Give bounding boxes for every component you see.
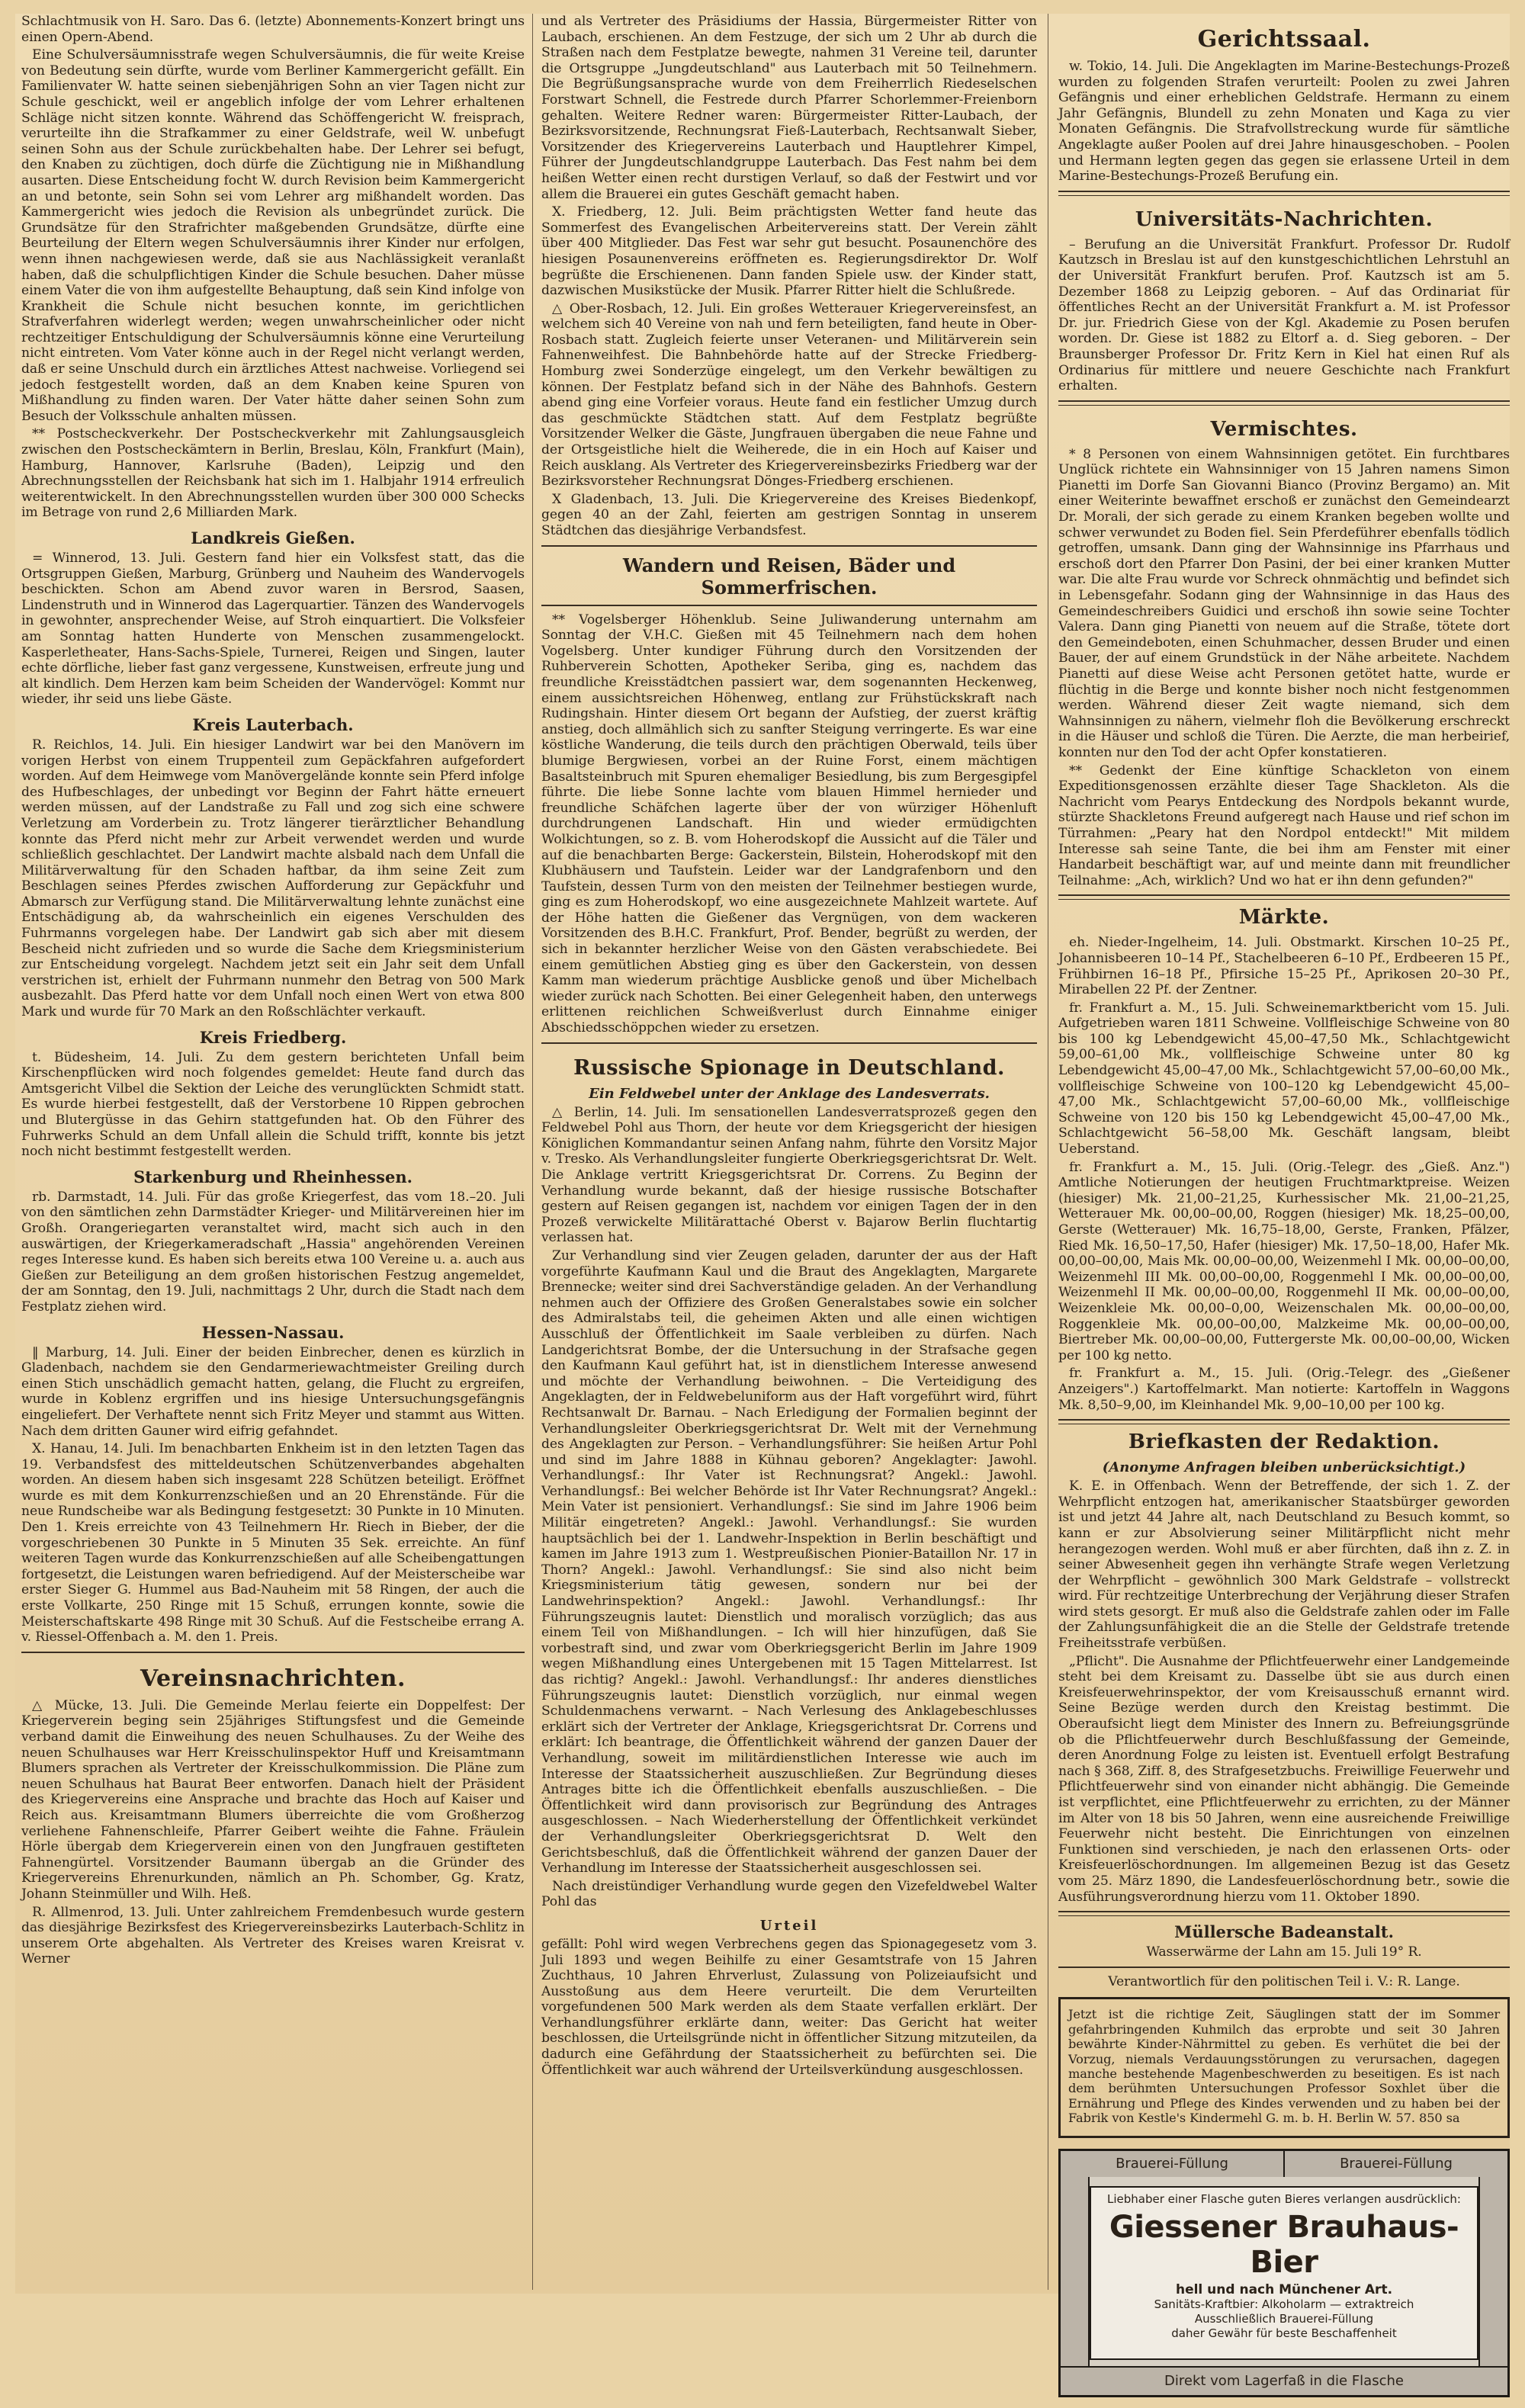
ad-bottom-banner: Direkt vom Lagerfaß in die Flasche [1061, 2366, 1507, 2395]
article-paragraph: X Gladenbach, 13. Juli. Die Kriegervereine des Kreises Biedenkopf, gegen 40 an der Zahl, feierten am gestrigen Sonntag in unserem Städtchen das diesjährige Verbandsfest. [541, 491, 1037, 538]
divider [541, 605, 1037, 606]
ad-text: Jetzt ist die richtige Zeit, Säuglingen statt der im Sommer gefahrbringenden Kuhmilch das erprobte und seit 30 Jahren bewährte Kinder-Nährmittel zu geben. Es verhütet die bei der Vorzug, niemals Verdauungsstörungen zu verursachen, dagegen manche bestehende Magenbeschwerden zu beseitigen. Es ist nach dem berühmten Untersuchungen Professor Soxhlet über die Ernährung und Pflege des Kindes verwenden und zu haben bei der Fabrik von Kestle's Kindermehl G. m. b. H. Berlin W. 57. 850 sa [1068, 2007, 1500, 2126]
responsible-editor: Verantwortlich für den politischen Teil i. V.: R. Lange. [1108, 1973, 1460, 1989]
section-heading: Kreis Lauterbach. [192, 714, 354, 734]
article-paragraph: „Pflicht". Die Ausnahme der Pflichtfeuerwehr einer Landgemeinde steht bei dem Kreisamt zu. Dasselbe übt sie aus durch einen Kreisfeuerwehrinspektor, der vom Kreisausschuß ernannt wird. Seine Bezüge werden durch den Kreistag bestimmt. Die Oberaufsicht liegt dem Minister des Innern zu. Befreiungsgründe ob die Pflichtfeuerwehr durch Beschlußfassung der Gemeinde, deren Anordnung Folge zu leisten ist. Eventuell erfolgt Bestrafung nach § 368, Ziff. 8, des Strafgesetzbuchs. Freiwillige Feuerwehr und Pflichtfeuerwehr sind von einander nicht abhängig. Die Gemeinde ist verpflichtet, eine Pflichtfeuerwehr zu errichten, zu der Männer im Alter von 18 bis 50 Jahren, wenn eine ausreichende Freiwillige Feuerwehr nicht besteht. Die Einrichtungen von einzelnen Funktionen sind verschieden, je nach den erlassenen Orts- oder Kreisfeuerlöschordnungen. Im allgemeinen Bezug ist das Gesetz vom 25. März 1890, die Landesfeuerlöschordnung betr., sowie die Ausführungsverordnung hierzu vom 11. Oktober 1890. [1058, 1653, 1510, 1905]
section-heading: Märkte. [1238, 906, 1330, 929]
article-paragraph: fr. Frankfurt a. M., 15. Juli. Schweinemarktbericht vom 15. Juli. Aufgetrieben waren 1811 Schweine. Vollfleischige Schweine von 80 bis 100 kg Lebendgewicht 45,00–47,50 Mk., Schlachtgewicht 59,00–61,00 Mk., vollfleischige Schweine unter 80 kg Lebendgewicht 45,00–47,00 Mk., Schlachtgewicht 57,00–60,00 Mk., vollfleischige Schweine von 100–120 kg Lebendgewicht 45,00–47,00 Mk., Schlachtgewicht 57,00–60,00 Mk., vollfleischige Schweine von 120 bis 150 kg Lebendgewicht 45,00–47,00 Mk., Schlachtgewicht 56–58,00 Mk. Geschäft langsam, bleibt Ueberstand. [1058, 1000, 1510, 1157]
section-heading: Starkenburg und Rheinhessen. [133, 1167, 413, 1186]
article-paragraph: Schlachtmusik von H. Saro. Das 6. (letzte) Abonnements-Konzert bringt uns einen Opern-Abend. [21, 14, 525, 45]
section-heading: Kreis Friedberg. [199, 1027, 347, 1047]
ad-top-label: Brauerei-Füllung [1061, 2151, 1285, 2177]
article-paragraph: ** Vogelsberger Höhenklub. Seine Juliwanderung unternahm am Sonntag der V.H.C. Gießen mit 45 Teilnehmern nach dem hohen Vogelsberg. Unter kundiger Führung durch den Vorsitzenden der Ruhberverein Schotten, Apotheker Seriba, ging es, nachdem das freundliche Kreisstädtchen passiert war, dem sogenannten Heckenweg, einem aussichtsreichen Höhenweg, entlang zur Frühstückskraft nach Rudingshain. Hinter diesem Ort begann der Aufstieg, der zuerst kräftig anstieg, doch allmählich sich zu sanfter Steigung verringerte. Es war eine köstliche Wanderung, die teils durch den prächtigen Oberwald, teils über blumige Bergwiesen, vorbei an der Ruine Forst, einem mächtigen Basaltsteinbruch mit Spuren ehemaliger Besiedlung, bis zum Bergesgipfel führte. Die liebe Sonne lachte vom blauen Himmel hernieder und freundliche Schäfchen lagerte über der von würziger Höhenluft durchdrungenen Landschaft. Hin und wieder ermüdigchten Wolkichtungen, so z. B. vom Hoherodskopf die Aussicht auf die Täler und auf die benachbarten Berge: Gackerstein, Bilstein, Hoherodskopf mit den Klubhäusern und Taufstein. Leider war der Landgrafenborn und den Taufstein, dessen Turm von den meisten der Teilnehmer bestiegen wurde, ging es zum Hoherodskopf, wo eine ausgezeichnete Mahlzeit wartete. Auf der Höhe hatten die Gießener das Vergnügen, von dem wackeren Vorsitzenden des B.H.C. Frankfurt, Prof. Bender, begrüßt zu werden, der sich in bekannter herzlicher Weise von den Gästen verabschiedete. Bei einem gemütlichen Abstieg ging es über den Gackerstein, von dessen Kamm man wiederum prächtige Ausblicke genoß und über Michelbach wieder zurück nach Schotten. Bei einer Gelegenheit haben, den unterwegs erlittenen reichlichen Schweißverlust durch Einnahme einiger Abschiedsschöppchen wieder zu ersetzen. [541, 612, 1037, 1036]
column-rule [532, 14, 533, 2290]
ad-body [1090, 2186, 1478, 2360]
article-paragraph: R. Reichlos, 14. Juli. Ein hiesiger Landwirt war bei den Manövern im vorigen Herbst von einem Truppenteil zum Gepäckfahren aufgefordert worden. Auf dem Heimwege vom Manövergelände konnte sein Pferd infolge des Hufbeschlages, der unbedingt vor Beginn der Fahrt hätte erneuert werden müssen, auf der Landstraße zu Fall und zog sich eine schwere Verletzung am Vorderbein zu. Trotz längerer tierärztlicher Behandlung konnte das Pferd nicht mehr zur Arbeit verwendet werden und wurde schließlich geschlachtet. Der Landwirt machte alsbald nach dem Unfall die Militärverwaltung für den Schaden haftbar, da ihm seine Zeit zum Beschlagen seines Pferdes zwischen Aufforderung zur Gepäckfuhr und Abmarsch zur Verfügung stand. Die Militärverwaltung lehnte zunächst eine Entschädigung ab, da wahrscheinlich ein eigenes Verschulden des Fuhrmanns vorgelegen habe. Der Landwirt gab sich aber mit diesem Bescheid nicht zufrieden und so wurde die Sache dem Kriegsministerium zur Entscheidung vorgelegt. Nachdem jetzt seit ein Jahr seit dem Unfall verstrichen ist, erhielt der Fuhrmann nunmehr den Betrag von 500 Mark ausbezahlt. Das Pferd hatte vor dem Unfall noch einen Wert von etwa 800 Mark und wurde für 70 Mark an den Roßschlächter verkauft. [21, 737, 525, 1020]
ad-top-banner [1061, 2151, 1507, 2177]
ad-intro: Liebhaber einer Flasche guten Bieres verlangen ausdrücklich: [1107, 2191, 1461, 2206]
article-paragraph: △ Berlin, 14. Juli. Im sensationellen Landesverratsprozeß gegen den Feldwebel Pohl aus Thorn, der heute vor dem Kriegsgericht der hiesigen Königlichen Kommandantur seinen Anfang nahm, führte den Vorsitz Major v. Tresko. Als Verhandlungsleiter fungierte Oberkriegsgerichtsrat Dr. Welt. Die Anklage vertritt Kriegsgerichtsrat Dr. Correns. Zu Beginn der Verhandlung wurde bekannt, daß der hiesige russische Botschafter gestern auf Reisen gegangen ist, nachdem vor einigen Tagen der in den Prozeß verwickelte Militärattaché Oberst v. Bajarow Berlin fluchtartig verlassen hat. [541, 1104, 1037, 1246]
section-heading: Müllersche Badeanstalt. [1174, 1922, 1394, 1942]
divider [1058, 191, 1510, 196]
section-heading: Hessen-Nassau. [201, 1322, 345, 1342]
section-heading: Wandern und Reisen, Bäder und Sommerfrischen. [622, 554, 956, 599]
article-subheadline: Ein Feldwebel unter der Anklage des Landesverrats. [589, 1085, 990, 1102]
column-middle [541, 14, 1037, 2080]
article-paragraph: △ Mücke, 13. Juli. Die Gemeinde Merlau feierte ein Doppelfest: Der Kriegerverein beging sein 25jähriges Stiftungsfest und die Gemeinde verband damit die Einweihung des neuen Schulhauses. Zu der Weihe des neuen Schulhauses war Herr Kreisschulinspektor Huff und Kreisamtmann Blumers sprachen als Vertreter der Kreisschulkommission. Die Pläne zum neuen Schulhaus hat Baurat Beer entworfen. Danach hielt der Präsident des Kriegervereins eine Ansprache und brachte das Hoch auf Kaiser und Reich aus. Kreisamtmann Blumers überreichte die vom Großherzog verliehene Fahnenschleife, Pfarrer Geibert weihte die Fahne. Fräulein Hörle übergab dem Kriegerverein einen von den Jungfrauen gestifteten Fahnengürtel. Vorsitzender Baumann übergab an die Gründer des Kriegervereins Ehrenurkunden, nämlich an Ph. Schomber, Gg. Kratz, Johann Steinmüller und Wilh. Heß. [21, 1697, 525, 1902]
article-paragraph: X. Friedberg, 12. Juli. Beim prächtigsten Wetter fand heute das Sommerfest des Evangelischen Arbeitervereins statt. Der Verein zählt über 400 Mitglieder. Das Fest war sehr gut besucht. Posaunenchöre des hiesigen Posaunenvereins eröffneten es. Regierungsdirektor Dr. Wolf begrüßte die Erschienenen. Dann fanden Spiele usw. der Kinder statt, dazwischen Musikstücke der Musik. Pfarrer Ritter hielt die Schlußrede. [541, 204, 1037, 299]
ad-top-label: Brauerei-Füllung [1285, 2151, 1507, 2177]
divider [541, 545, 1037, 547]
article-paragraph: K. E. in Offenbach. Wenn der Betreffende, der sich 1. Z. der Wehrpflicht entzogen hat, amerikanischer Staatsbürger geworden ist und jetzt 44 Jahre alt, nach Deutschland zu Besuch kommt, so kann er zur Absolvierung seiner Militärpflicht nicht mehr herangezogen werden. Wohl muß er aber fürchten, daß ihn z. Z. in seiner Abwesenheit gegen ihn verhängte Strafe wegen Verletzung der Wehrpflicht – gewöhnlich 300 Mark Geldstrafe – vollstreckt wird. Für rechtzeitige Unterbrechung der Verjährung dieser Strafen wird stets gesorgt. Er muß also die Geldstrafe zahlen oder im Falle der Zahlungsunfähigkeit die an die Stelle der Geldstrafe tretende Freiheitsstrafe verbüßen. [1058, 1479, 1510, 1652]
article-paragraph: = Winnerod, 13. Juli. Gestern fand hier ein Volksfest statt, das die Ortsgruppen Gießen, Marburg, Grünberg und Nauheim des Wandervogels beschickten. Schon am Abend zuvor waren in Bersrod, Saasen, Lindenstruth und in Winnerod das Lagerquartier. Tänzen des Wandervogels in gewohnter, ansprechender Weise, auf Stroh einquartiert. Die Volksfeier am Sonntag hatten Hunderte von Menschen zusammengelockt. Kasperletheater, Hans-Sachs-Spiele, Turnerei, Reigen und Singen, lauter echte dörfliche, lieber fast ganz vergessene, Kunstweisen, erfreute jung und alt kindlich. Dem Herzen kam beim Scheiden der Wandervögel: Kommt nur wieder, ihr seid uns liebe Gäste. [21, 551, 525, 708]
section-heading: Vermischtes. [1210, 417, 1358, 441]
ad-tagline: hell und nach Münchener Art. [1175, 2281, 1393, 2297]
article-headline: Russische Spionage in Deutschland. [573, 1055, 1005, 1080]
ad-border-left [1061, 2177, 1090, 2368]
column-right [1058, 14, 1510, 2408]
ad-line: Sanitäts-Kraftbier: Alkoholarm — extraktreich [1154, 2297, 1414, 2311]
advertisement-brauhaus [1058, 2149, 1510, 2397]
article-paragraph: fr. Frankfurt a. M., 15. Juli. (Orig.-Telegr. des „Gieß. Anz.") Amtliche Notierungen der heutigen Fruchtmarktpreise. Weizen (hiesiger) Mk. 21,00–21,25, Kurhessischer Mk. 21,00–21,25, Wetterauer Mk. 00,00–00,00, Roggen (hiesiger) Mk. 18,25–00,00, Gerste (Wetterauer) Mk. 16,75–18,00, Gerste, Franken, Pfälzer, Ried Mk. 16,50–17,50, Hafer (hiesiger) Mk. 17,50–18,00, Hafer Mk. 00,00–00,00, Mais Mk. 00,00–00,00, Weizenmehl I Mk. 00,00–00,00, Weizenmehl III Mk. 00,00–00,00, Roggenmehl I Mk. 00,00–00,00, Weizenmehl II Mk. 00,00–00,00, Roggenmehl II Mk. 00,00–00,00, Weizenkleie Mk. 00,00–0,00, Weizenschalen Mk. 00,00–00,00, Roggenkleie Mk. 00,00–00,00, Malzkeime Mk. 00,00–00,00, Biertreber Mk. 00,00–00,00, Futtergerste Mk. 00,00–00,00, Wicken per 100 kg netto. [1058, 1159, 1510, 1363]
article-paragraph: Zur Verhandlung sind vier Zeugen geladen, darunter der aus der Haft vorgeführte Kaufmann Kaul und die Braut des Angeklagten, Margarete Brennecke; weiter sind drei Sachverständige geladen. An der Verhandlung nehmen auch der Offiziere des Großen Generalstabes sowie ein solcher des Admiralstabs teil, die geheimen Akten und alle einen wichtigen Ausschluß der Öffentlichkeit im Saale verbleiben zu dürfen. Nach Landgerichtsrat Bombe, der die Untersuchung in der Strafsache gegen den Kaufmann Kaul geführt hat, ist in dienstlichem Interesse anwesend und möchte der Verhandlung beiwohnen. – Die Verteidigung des Angeklagten, der in Feldwebeluniform aus der Haft vorgeführt wird, führt Rechtsanwalt Dr. Barnau. – Nach Erledigung der Formalien beginnt der Verhandlungsleiter Oberkriegsgerichtsrat Dr. Welt mit der Vernehmung des Angeklagten zur Person. – Verhandlungsführer: Sie heißen Artur Pohl und sind im Jahre 1888 in Kühnau geboren? Angeklagter: Jawohl. Verhandlungsf.: Ihr Vater ist Rechnungsrat? Angekl.: Jawohl. Verhandlungsf.: Bei welcher Behörde ist Ihr Vater Rechnungsrat? Angekl.: Mein Vater ist pensioniert. Verhandlungsf.: Sie sind im Jahre 1906 beim Militär eingetreten? Angekl.: Jawohl. Verhandlungsf.: Sie wurden hauptsächlich bei der 1. Landwehr-Inspektion in Berlin beschäftigt und kamen im Jahre 1913 zum 1. Westpreußischen Pionier-Bataillon Nr. 17 in Thorn? Angekl.: Jawohl. Verhandlungsf.: Sie sind also nicht beim Kriegsministerium tätig gewesen, sondern nur bei der Landwehrinspektion? Angekl.: Jawohl. Verhandlungsf.: Ihr Führungszeugnis lautet: Dienstlich und moralisch vorzüglich; das aus einem Teil von Mißhandlungen. – Ich will hier hinzufügen, daß Sie vorbestraft sind, und zwar vom Oberkriegsgericht Berlin im Jahre 1909 wegen Mißhandlung eines Untergebenen mit 15 Tagen Mittelarrest. Ist das richtig? Angekl.: Jawohl. Verhandlungsf.: Ihr anderes dienstliches Führungszeugnis lautet: Dienstlich vorzüglich, nur einmal wegen Schuldenmachens verwarnt. – Nach Verlesung des Anklagebeschlusses erklärt sich der Vertreter der Anklage, Kriegsgerichtsrat Dr. Correns und erklärt: Ich beantrage, die Öffentlichkeit während der ganzen Dauer der Verhandlung, soweit im militärdienstlichen Interesse wie auch im Interesse der Staatssicherheit auszuschließen. Zur Begründung dieses Antrages bitte ich die Öffentlichkeit ebenfalls auszuschließen. – Die Öffentlichkeit wird dann provisorisch zur Begründung des Antrages ausgeschlossen. – Nach Wiederherstellung der Öffentlichkeit verkündet der Verhandlungsleiter Oberkriegsgerichtsrat D. Welt den Gerichtsbeschluß, daß die Öffentlichkeit während der ganzen Dauer der Verhandlung im Interesse der Staatssicherheit ausgeschlossen sei. [541, 1247, 1037, 1877]
section-subheading: (Anonyme Anfragen bleiben unberücksichtigt.) [1102, 1459, 1466, 1476]
article-paragraph: – Berufung an die Universität Frankfurt. Professor Dr. Rudolf Kautzsch in Breslau ist auf den kunstgeschichtlichen Lehrstuhl an der Universität Frankfurt berufen. Prof. Kautzsch ist am 5. Dezember 1868 zu Leipzig geboren. – Auf das Ordinariat für öffentliches Recht an der Universität Frankfurt a. M. ist Professor Dr. jur. Friedrich Giese von der Kgl. Akademie zu Posen berufen worden. Dr. Giese ist 1882 zu Eltorf a. d. Sieg geboren. – Der Braunsberger Professor Dr. Fritz Kern in Kiel hat einen Ruf als Ordinarius für mittlere und neuere Geschichte nach Frankfurt erhalten. [1058, 236, 1510, 394]
ad-brand-name: Giessener Brauhaus-Bier [1109, 2209, 1459, 2280]
section-heading: Gerichtssaal. [1197, 26, 1371, 53]
divider [1058, 400, 1510, 406]
article-paragraph: w. Tokio, 14. Juli. Die Angeklagten im Marine-Bestechungs-Prozeß wurden zu folgenden Strafen verurteilt: Poolen zu zwei Jahren Gefängnis und einer erheblichen Geldstrafe. Hermann zu einem Jahr Gefängnis, Blundell zu zehn Monaten und Kaga zu vier Monaten Gefängnis. Die Strafvollstreckung wurde für sämtliche Angeklagte außer Poolen auf drei Jahre hinausgeschoben. – Poolen und Hermann legten gegen das gegen sie erlassene Urteil in dem Marine-Bestechungs-Prozeß Berufung ein. [1058, 59, 1510, 185]
article-paragraph: fr. Frankfurt a. M., 15. Juli. (Orig.-Telegr. des „Gießener Anzeigers".) Kartoffelmarkt. Man notierte: Kartoffeln in Waggons Mk. 8,50–9,00, im Kleinhandel Mk. 9,00–10,00 per 100 kg. [1058, 1366, 1510, 1413]
article-paragraph: R. Allmenrod, 13. Juli. Unter zahlreichem Fremdenbesuch wurde gestern das diesjährige Bezirksfest des Kriegervereinsbezirks Lauterbach-Schlitz in unserem Orte abgehalten. Als Vertreter des Kreises waren Kreisrat v. Werner [21, 1904, 525, 1967]
article-paragraph: ** Gedenkt der Eine künftige Schackleton von einem Expeditionsgenossen erzählte dieser Tage Shackleton. Als die Nachricht vom Pearys Entdeckung des Nordpols bekannt wurde, stürzte Shackletons Freund aufgeregt nach Hause und rief schon im Türrahmen: „Peary hat den Nordpol entdeckt!" Mit mildem Interesse sah seine Tante, die bei ihm am Fenster mit einer Handarbeit beschäftigt war, auf und meinte dann mit freundlicher Teilnahme: „Ach, wirklich? Und wo hat er ihn denn gefunden?" [1058, 763, 1510, 888]
divider [1058, 1967, 1510, 1968]
ad-line: daher Gewähr für beste Beschaffenheit [1171, 2326, 1397, 2340]
section-heading: Briefkasten der Redaktion. [1128, 1430, 1440, 1454]
divider [21, 1652, 525, 1653]
article-paragraph: ** Postscheckverkehr. Der Postscheckverkehr mit Zahlungsausgleich zwischen den Postscheckämtern in Berlin, Breslau, Köln, Frankfurt (Main), Hamburg, Hannover, Karlsruhe (Baden), Leipzig und den Abrechnungsstellen der Reichsbank hat sich im 1. Halbjahr 1914 erfreulich weiterentwickelt. In den Abrechnungsstellen wurden über 300 000 Schecks im Betrage von rund 2,6 Milliarden Mark. [21, 426, 525, 521]
water-temperature: Wasserwärme der Lahn am 15. Juli 19° R. [1146, 1944, 1422, 1960]
verdict-heading: Urteil [759, 1917, 819, 1934]
ad-line: Ausschließlich Brauerei-Füllung [1194, 2311, 1374, 2326]
article-paragraph: und als Vertreter des Präsidiums der Hassia, Bürgermeister Ritter von Laubach, erschienen. An dem Festzuge, der sich um 2 Uhr ab durch die Straßen nach dem Festplatze bewegte, nahmen 31 Vereine teil, darunter die Ortsgruppe „Jungdeutschland" aus Lauterbach mit 50 Teilnehmern. Die Begrüßungsansprache wurde von dem Freiherrlich Riedeselschen Forstwart Schnell, die Festrede durch Pfarrer Schorlemmer-Freienborn gehalten. Weitere Redner waren: Bürgermeister Ritter-Laubach, der Bezirksvorsitzende, Rechnungsrat Fieß-Lauterbach, Rechtsanwalt Sieber, Vorsitzender des Kriegervereins Lauterbach und Hauptlehrer Kimpel, Führer der Jungdeutschlandgruppe Lauterbach. Das Fest nahm bei dem heißen Wetter einen recht durstigen Verlauf, so daß der Festwirt und vor allem die Brauerei ein gutes Geschäft gemacht haben. [541, 14, 1037, 202]
divider [1058, 1911, 1510, 1916]
article-paragraph: rb. Darmstadt, 14. Juli. Für das große Kriegerfest, das vom 18.–20. Juli von den sämtlichen zehn Darmstädter Krieger- und Militärvereinen hier im Großh. Orangeriegarten veranstaltet wird, macht sich auch in den auswärtigen, der Kriegerkameradschaft „Hassia" angehörenden Vereinen reges Interesse kund. Es haben sich bereits etwa 100 Vereine u. a. auch aus Gießen zur Beteiligung an dem großen historischen Festzug angemeldet, der am Sonntag, den 19. Juli, nachmittags 2 Uhr, durch die Stadt nach dem Festplatz ziehen wird. [21, 1189, 525, 1315]
article-paragraph: * 8 Personen von einem Wahnsinnigen getötet. Ein furchtbares Unglück richtete ein Wahnsinniger von 15 Jahren namens Simon Pianetti im Dorfe San Giovanni Bianco (Provinz Bergamo) an. Mit einer Weiterinte bewaffnet erschoß er zunächst den Gemeindearzt Dr. Morali, der sich gerade zu einem Kranken begeben wollte und schwer verwundet zu Boden fiel. Sein Pferdeführer ebenfalls tödlich getroffen, umsank. Dann ging der Wahnsinnige ins Pfarrhaus und erschoß dort den Pfarrer Don Pasini, der bei einer kranken Mutter war. Die alte Frau wurde vor Schreck ohnmächtig und befindet sich in Lebensgefahr. Sodann ging der Wahnsinnige in das Haus des Gemeindeschreibers Guidici und erschoß ihn sowie seine Tochter Valera. Dann ging Pianetti von neuem auf die Straße, tötete dort den Gemeindeboten, einen Schuhmacher, dessen Bruder und einen Bauer, der auf einem Grundstück in der Nähe arbeitete. Nachdem Pianetti auf diese Weise acht Personen getötet hatte, wurde er flüchtig in die Berge und konnte bisher noch nicht festgenommen werden. Während dieser Zeit wagte niemand, sich dem Wahnsinnigen zu nähern, vielmehr floh die Bevölkerung erschreckt in die Häuser und schloß die Türen. Die Aerzte, die man herbeirief, konnten nur den Tod der acht Opfer konstatieren. [1058, 446, 1510, 760]
article-paragraph: Nach dreistündiger Verhandlung wurde gegen den Vizefeldwebel Walter Pohl das [541, 1878, 1037, 1910]
article-paragraph: ‖ Marburg, 14. Juli. Einer der beiden Einbrecher, denen es kürzlich in Gladenbach, nachdem sie den Gendarmeriewachtmeister Greiling durch einen Stich unschädlich gemacht hatten, gelang, die Flucht zu ergreifen, wurde in Koblenz ergriffen und ins hiesige Untersuchungsgefängnis eingeliefert. Der Verhaftete nennt sich Fritz Meyer und stammt aus Witten. Nach dem dritten Gauner wird eifrig gefahndet. [21, 1344, 525, 1439]
section-heading: Landkreis Gießen. [191, 528, 355, 547]
article-paragraph: Eine Schulversäumnisstrafe wegen Schulversäumnis, die für weite Kreise von Bedeutung sein dürfte, wurde vom Berliner Kammergericht gefällt. Ein Familienvater W. hatte seinen siebenjährigen Sohn an vier Tagen nicht zur Schule geschickt, weil er angeblich infolge der vom Lehrer erhaltenen Schläge nicht sitzen konnte. Während das Schöffengericht W. freisprach, verurteilte ihn die Strafkammer zu einer Geldstrafe, weil W. unbefugt seinen Sohn aus der Schule zurückbehalten habe. Der Lehrer sei befugt, den Knaben zu züchtigen, doch dürfe die Züchtigung nie in Mißhandlung ausarten. Diese Entscheidung focht W. durch Revision beim Kammergericht an und betonte, sein Sohn sei vom Lehrer arg mißhandelt worden. Das Kammergericht wies jedoch die Revision als unbegründet zurück. Die Grundsätze für den Strafrichter maßgebenden Grundsätze, dürfte eine Beurteilung der Eltern wegen Schulversäumnis ihrer Kinder nur erfolgen, wenn ihnen nachgewiesen werde, daß sie aus Nachlässigkeit veranlaßt haben, daß die schulpflichtigen Kinder die Schule besuchen. Daher müsse einem Vater die von ihm aufgestellte Behauptung, daß sein Kind infolge von Krankheit die Schule nicht besuchen konnte, im gerichtlichen Strafverfahren widerlegt werden; wegen unwahrscheinlicher oder nicht rechtzeitiger Entschuldigung der Schulversäumnis könne eine Verurteilung nicht eintreten. Vom Vater könne auch in der Regel nicht verlangt werden, daß er seine Unschuld durch ein ärztliches Attest nachweise. Vorliegend sei jedoch festgestellt worden, daß an dem Knaben keine Spuren von Mißhandlung zu finden waren. Der Vater hätte daher seinen Sohn zum Besuch der Volksschule anhalten müssen. [21, 47, 525, 424]
section-heading: Universitäts-Nachrichten. [1135, 207, 1434, 231]
divider [1058, 1419, 1510, 1424]
section-heading: Vereinsnachrichten. [140, 1665, 406, 1692]
article-paragraph: t. Büdesheim, 14. Juli. Zu dem gestern berichteten Unfall beim Kirschenpflücken wird noch folgendes gemeldet: Heute fand durch das Amtsgericht Vilbel die Sektion der Leiche des verunglückten Schmidt statt. Es wurde hierbei festgestellt, daß der Verstorbene 10 Rippen gebrochen und Blutergüsse in das Gehirn stattgefunden hat. Ob den Führer des Fuhrwerks Schuld an dem Unfall allein die Schuld trifft, konnte bis jetzt noch nicht bestimmt festgestellt werden. [21, 1049, 525, 1160]
advertisement-kindermehl [1058, 1997, 1510, 2137]
divider [541, 1042, 1037, 1044]
article-paragraph: eh. Nieder-Ingelheim, 14. Juli. Obstmarkt. Kirschen 10–25 Pf., Johannisbeeren 10–14 Pf., Stachelbeeren 6–10 Pf., Erdbeeren 15 Pf., Frühbirnen 16–18 Pf., Pfirsiche 15–25 Pf., Aprikosen 20–30 Pf., Mirabellen 22 Pf. der Zentner. [1058, 935, 1510, 998]
article-paragraph: X. Hanau, 14. Juli. Im benachbarten Enkheim ist in den letzten Tagen das 19. Verbandsfest des mitteldeutschen Schützenverbandes abgehalten worden. An diesem haben sich insgesamt 228 Schützen beteiligt. Eröffnet wurde es mit dem Konkurrenzschießen und an 20 Ehrenstände. Für die neue Rundscheibe war als Bedingung festgesetzt: 30 Punkte in 10 Minuten. Den 1. Kreis erreichte von 43 Teilnehmern Hr. Riech in Bieber, der die vorgeschriebenen 30 Punkte in 5 Minuten 35 Sek. erreichte. An fünf weiteren Tagen wurde das Konkurrenzschießen auf alle Scheibengattungen fortgesetzt, die Leistungen waren befriedigend. Auf der Meisterscheibe war erster Sieger G. Hummel aus Bad-Nauheim mit 58 Ringen, der auch die erste Vollkarte, 250 Ringe mit 15 Schuß, errungen konnte, sowie die Meisterschaftskarte 498 Ringe mit 30 Schuß. Auf die Festscheibe errang A. v. Riessel-Offenbach a. M. den 1. Preis. [21, 1441, 525, 1645]
newspaper-page [15, 14, 1510, 2389]
ad-border-right [1478, 2177, 1507, 2368]
column-left [21, 14, 525, 1970]
article-paragraph: gefällt: Pohl wird wegen Verbrechens gegen das Spionagegesetz vom 3. Juli 1893 und wegen Beihilfe zu einer Gesamtstrafe von 15 Jahren Zuchthaus, 10 Jahren Ehrverlust, Zulassung von Polizeiaufsicht und Ausstoßung aus dem Heere verurteilt. Die dem Verurteilten vorgefundenen 500 Mark werden als dem Staate verfallen erklärt. Der Verhandlungsführer erklärte dann, weiter: Das Gericht hat weiter beschlossen, die Urteilsgründe nicht in öffentlicher Sitzung mitzuteilen, da dadurch eine Gefährdung der Staatssicherheit zu befürchten sei. Die Öffentlichkeit war auch während der Urteilsverkündung ausgeschlossen. [541, 1936, 1037, 2078]
article-paragraph: △ Ober-Rosbach, 12. Juli. Ein großes Wetterauer Kriegervereinsfest, an welchem sich 40 Vereine von nah und fern beteiligten, fand heute in Ober-Rosbach statt. Zugleich feierte unser Veteranen- und Militärverein sein Fahnenweihfest. Die Bahnbehörde hatte auf der Strecke Friedberg-Homburg zwei Sonderzüge eingelegt, um den Verkehr bewältigen zu können. Der Festplatz befand sich in der Nähe des Bahnhofs. Gestern abend ging eine Vorfeier voraus. Heute fand ein festlicher Umzug durch das geschmückte Städtchen statt. Auf dem Festplatz begrüßte Vorsitzender Welker die Gäste, Jungfrauen übergaben die neue Fahne und der Ortsgeistliche hielt die Weiherede, die in ein Hoch auf Kaiser und Reich ausklang. Als Vertreter des Kriegervereinsbezirks Friedberg war der Bezirksvorsteher Rechnungsrat Dönges-Friedberg erschienen. [541, 300, 1037, 490]
divider [1058, 894, 1510, 900]
